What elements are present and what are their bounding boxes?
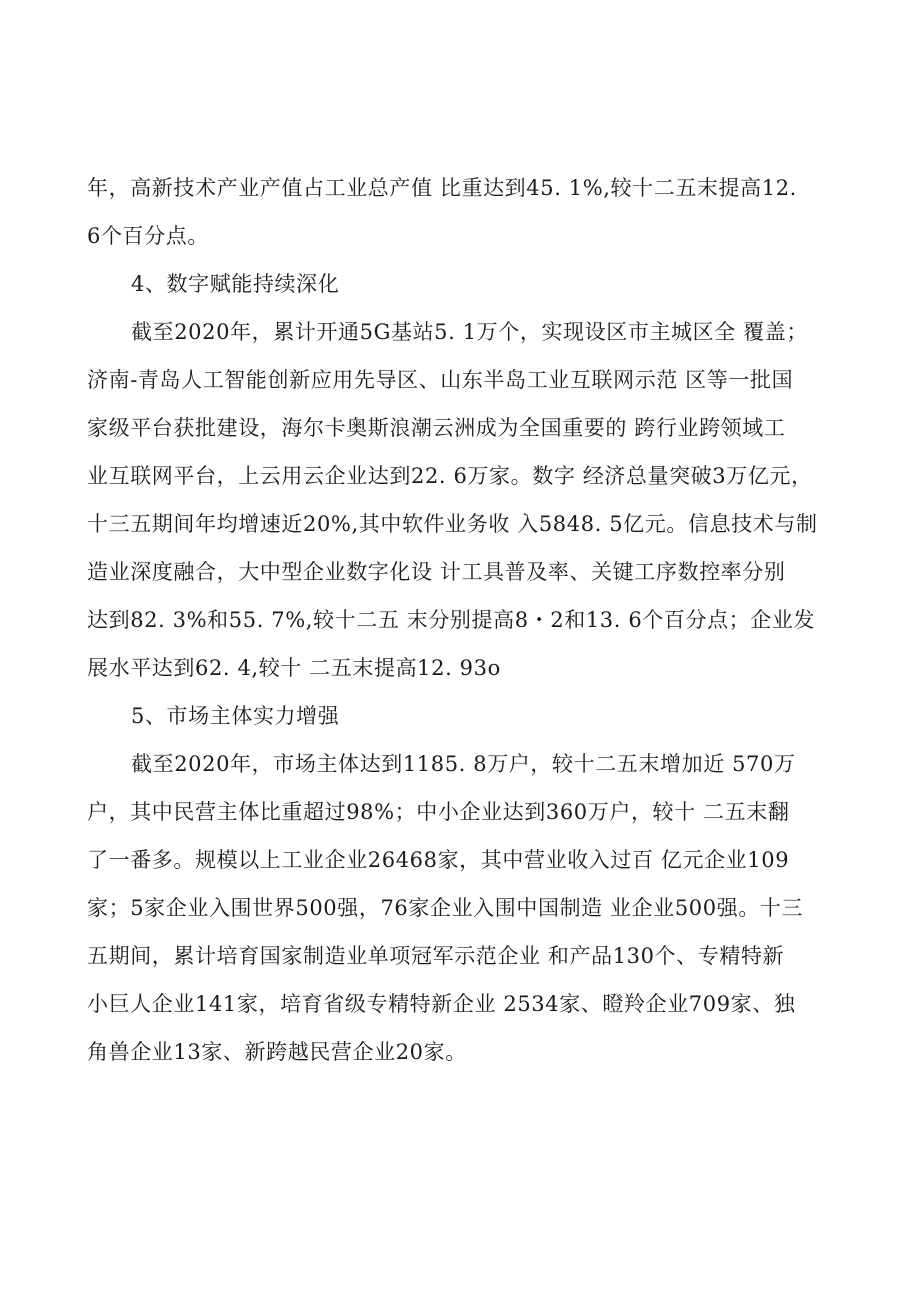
text-line: 小巨人企业141家，培育省级专精特新企业 2534家、瞪羚企业709家、独 (87, 992, 796, 1016)
text-line: 家级平台获批建设，海尔卡奥斯浪潮云洲成为全国重要的 跨行业跨领域工 (87, 416, 786, 440)
text-line: 截至2020年，累计开通5G基站5. 1万个，实现设区市主城区全 覆盖； (131, 320, 808, 344)
text-line: 五期间，累计培育国家制造业单项冠军示范企业 和产品130个、专精特新 (87, 944, 785, 968)
text-line: 了一番多。规模以上工业企业26468家，其中营业收入过百 亿元企业109 (87, 848, 790, 872)
document-body (87, 164, 847, 1076)
text-line: 济南-青岛人工智能创新应用先导区、山东半岛工业互联网示范 区等一批国 (87, 368, 794, 392)
text-line: 业互联网平台，上云用云企业达到22. 6万家。数字 经济总量突破3万亿元， (87, 464, 813, 488)
section-heading: 5、市场主体实力增强 (131, 704, 340, 728)
text-line: 十三五期间年均增速近20%,其中软件业务收 入5848. 5亿元。信息技术与制 (87, 512, 818, 536)
text-line: 家；5家企业入围世界500强，76家企业入围中国制造 业企业500强。十三 (87, 896, 804, 920)
text-line: 造业深度融合，大中型企业数字化设 计工具普及率、关键工序数控率分别 (87, 560, 786, 584)
text-line: 截至2020年，市场主体达到1185. 8万户，较十二五末增加近 570万 (131, 752, 796, 776)
section-heading: 4、数字赋能持续深化 (131, 272, 340, 296)
text-line: 年，高新技术产业产值占工业总产值 比重达到45. 1%,较十二五末提高12. (87, 176, 797, 200)
text-line: 户，其中民营主体比重超过98%；中小企业达到360万户，较十 二五末翻 (87, 800, 790, 824)
text-line: 角兽企业13家、新跨越民营企业20家。 (87, 1040, 467, 1064)
text-line: 达到82. 3%和55. 7%,较十二五 末分别提高8・2和13. 6个百分点；企业发 (87, 608, 816, 632)
text-line: 6个百分点。 (87, 224, 209, 248)
text-line: 展水平达到62. 4,较十 二五末提高12. 93o (87, 656, 501, 680)
